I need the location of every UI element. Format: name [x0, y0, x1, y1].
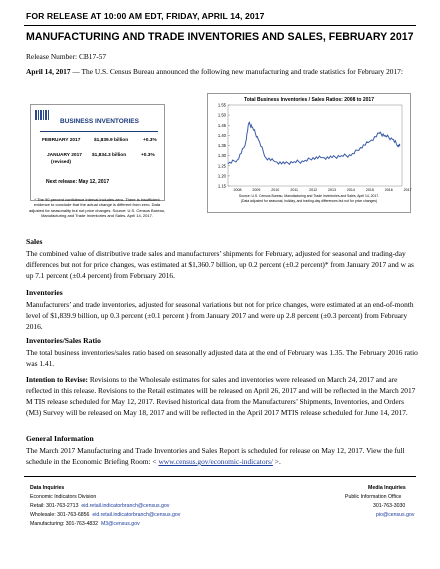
summary-title: BUSINESS INVENTORIES [60, 118, 139, 125]
x-tick-label: 2008 [233, 188, 242, 192]
release-number: Release Number: CB17-57 [26, 52, 107, 61]
y-tick-label: 1.35 [217, 143, 226, 148]
chart-title: Total Business Inventories / Sales Ratios: 2008 to 2017 [244, 97, 374, 103]
email-link[interactable]: M3@census.gov [100, 521, 140, 527]
x-tick-label: 2010 [271, 188, 280, 192]
footer-rule [24, 476, 416, 477]
intro-date: April 14, 2017 [26, 67, 71, 76]
y-tick-label: 1.25 [217, 163, 226, 169]
header-rule [24, 25, 416, 26]
pio-email-link[interactable]: pio@census.gov [376, 512, 415, 518]
release-time: FOR RELEASE AT 10:00 AM EDT, FRIDAY, APRIL 14, 2017 [26, 11, 265, 21]
y-tick-label: 1.40 [217, 132, 226, 138]
intro-text: — The U.S. Census Bureau announced the following new manufacturing and trade statistics for February 2017: [70, 67, 403, 76]
x-tick-label: 2015 [365, 188, 374, 192]
contact-manufacturing: Manufacturing: 301-763-4832 M3@census.gov [30, 521, 140, 527]
y-tick-label: 1.50 [217, 112, 226, 118]
row-label: FEBRUARY 2017 [42, 138, 81, 143]
x-tick-label: 2011 [290, 188, 299, 192]
chart-source: Source: U.S. Census Bureau, Manufacturing and Trade Inventories and Sales, April 14, 2017. [238, 194, 380, 198]
plot-frame [228, 105, 402, 186]
ratio-paragraph: The total business inventories/sales ratio based on seasonally adjusted data at the end of February was 1.35. The February 2016 ratio was 1.41. [26, 348, 418, 368]
pio-office: Public Information Office [345, 494, 402, 500]
email-link[interactable]: eid.retail.indicatorbranch@census.gov [81, 503, 170, 509]
x-tick-label: 2016 [384, 188, 393, 192]
email-link[interactable]: eid.retail.indicatorbranch@census.gov [92, 512, 181, 518]
sales-paragraph: The combined value of distributive trade sales and manufacturers’ shipments for February, adjusted for seasonal and trading-day differences but not for price changes, was estimated at $1,360.7 billion, up 0.2 percent (±0.2 percent)* from January 2017 and w as up 7.1 percent (±0.4 percent) from February 2016. [26, 249, 414, 280]
intro-paragraph [26, 66, 416, 77]
row-sublabel: (revised) [51, 160, 71, 165]
y-tick-label: 1.20 [217, 173, 226, 179]
barcode-icon [35, 110, 49, 120]
chart-note: (Data adjusted for seasonal, holiday, and trading-day differences but not for price changes) [240, 199, 378, 203]
general-heading: General Information [26, 434, 94, 443]
economic-indicators-link[interactable]: www.census.gov/economic-indicators/ [158, 457, 273, 466]
x-tick-label: 2009 [252, 188, 261, 192]
data-inquiries-title: Data Inquiries [30, 485, 65, 491]
next-release: Next release: May 12, 2017 [46, 179, 110, 185]
general-text: The March 2017 Manufacturing and Trade Inventories and Sales Report is scheduled for release on May 12, 2017. View the full schedule in the Economic Briefing Room: < [26, 446, 405, 466]
media-inquiries-title: Media Inquiries [368, 485, 406, 491]
division-name: Economic Indicators Division [30, 494, 97, 500]
general-text-end: >. [272, 457, 281, 466]
y-tick-label: 1.30 [217, 153, 226, 159]
revise-heading: Intention to Revise: [26, 375, 88, 384]
ratio-chart-svg [208, 94, 410, 212]
y-tick-label: 1.55 [217, 102, 226, 108]
series-line [228, 122, 400, 164]
x-tick-label: 2012 [309, 188, 318, 192]
row-label: JANUARY 2017 [47, 153, 82, 158]
row-value: $1,834.3 billion [92, 153, 127, 158]
inventories-heading: Inventories [26, 288, 63, 297]
x-tick-label: 2014 [346, 188, 355, 192]
y-tick-label: 1.15 [217, 183, 226, 189]
row-change: +0.3% [143, 138, 157, 143]
row-value: $1,839.9 billion [94, 138, 129, 143]
x-tick-label: 2013 [328, 188, 337, 192]
row-change: +0.3% [141, 153, 155, 158]
contact-wholesale: Wholesale: 301-763-6856 eid.retail.indicatorbranch@census.gov [30, 512, 181, 518]
pio-phone: 301-763-3030 [373, 503, 406, 509]
inventories-paragraph: Manufacturers’ and trade inventories, adjusted for seasonal variations but not for price changes, were estimated at an end-of-month level of $1,839.9 billion, up 0.3 percent (±0.1 percent ) from January 2017 and were up 2.8 percent (±0.3 percent) from February 2016. [26, 300, 414, 331]
y-tick-label: 1.45 [217, 122, 226, 128]
sales-heading: Sales [26, 237, 43, 246]
general-paragraph [26, 445, 418, 467]
page-title: MANUFACTURING AND TRADE INVENTORIES AND SALES, FEBRUARY 2017 [26, 31, 414, 43]
summary-footnote: * The 90 percent confidence interval includes zero. There is insufficient evidence to conclude that the actual change is different from zero. Data adjusted for seasonality but not price changes. Source: U.S. Census Bureau, Manufacturing and Trade Inventories and Sales, April 14, 2017. [28, 197, 166, 219]
revise-paragraph [26, 374, 418, 418]
revise-text: Revisions to the Wholesale estimates for sales and inventories were released on March 24, 2017 and are reflected in this release. Revisions to the Retail estimates will be released on April 26, 2017 and will be reflected in the March 2017 M TIS release scheduled for May 12, 2017. Revised historical data from the Manufacturers’ Shipments, Inventories, and Orders (M3) Survey will be released on May 18, 2017 and will be reflected in the April 2017 MTIS release scheduled for June 14, 2017. [26, 375, 416, 417]
ratio-heading: Inventories/Sales Ratio [26, 336, 101, 345]
ratio-chart [207, 93, 411, 213]
summary-rule [40, 131, 158, 132]
x-tick-label: 2017 [403, 188, 412, 192]
contact-retail: Retail: 301-763-2713 eid.retail.indicatorbranch@census.gov [30, 503, 170, 509]
